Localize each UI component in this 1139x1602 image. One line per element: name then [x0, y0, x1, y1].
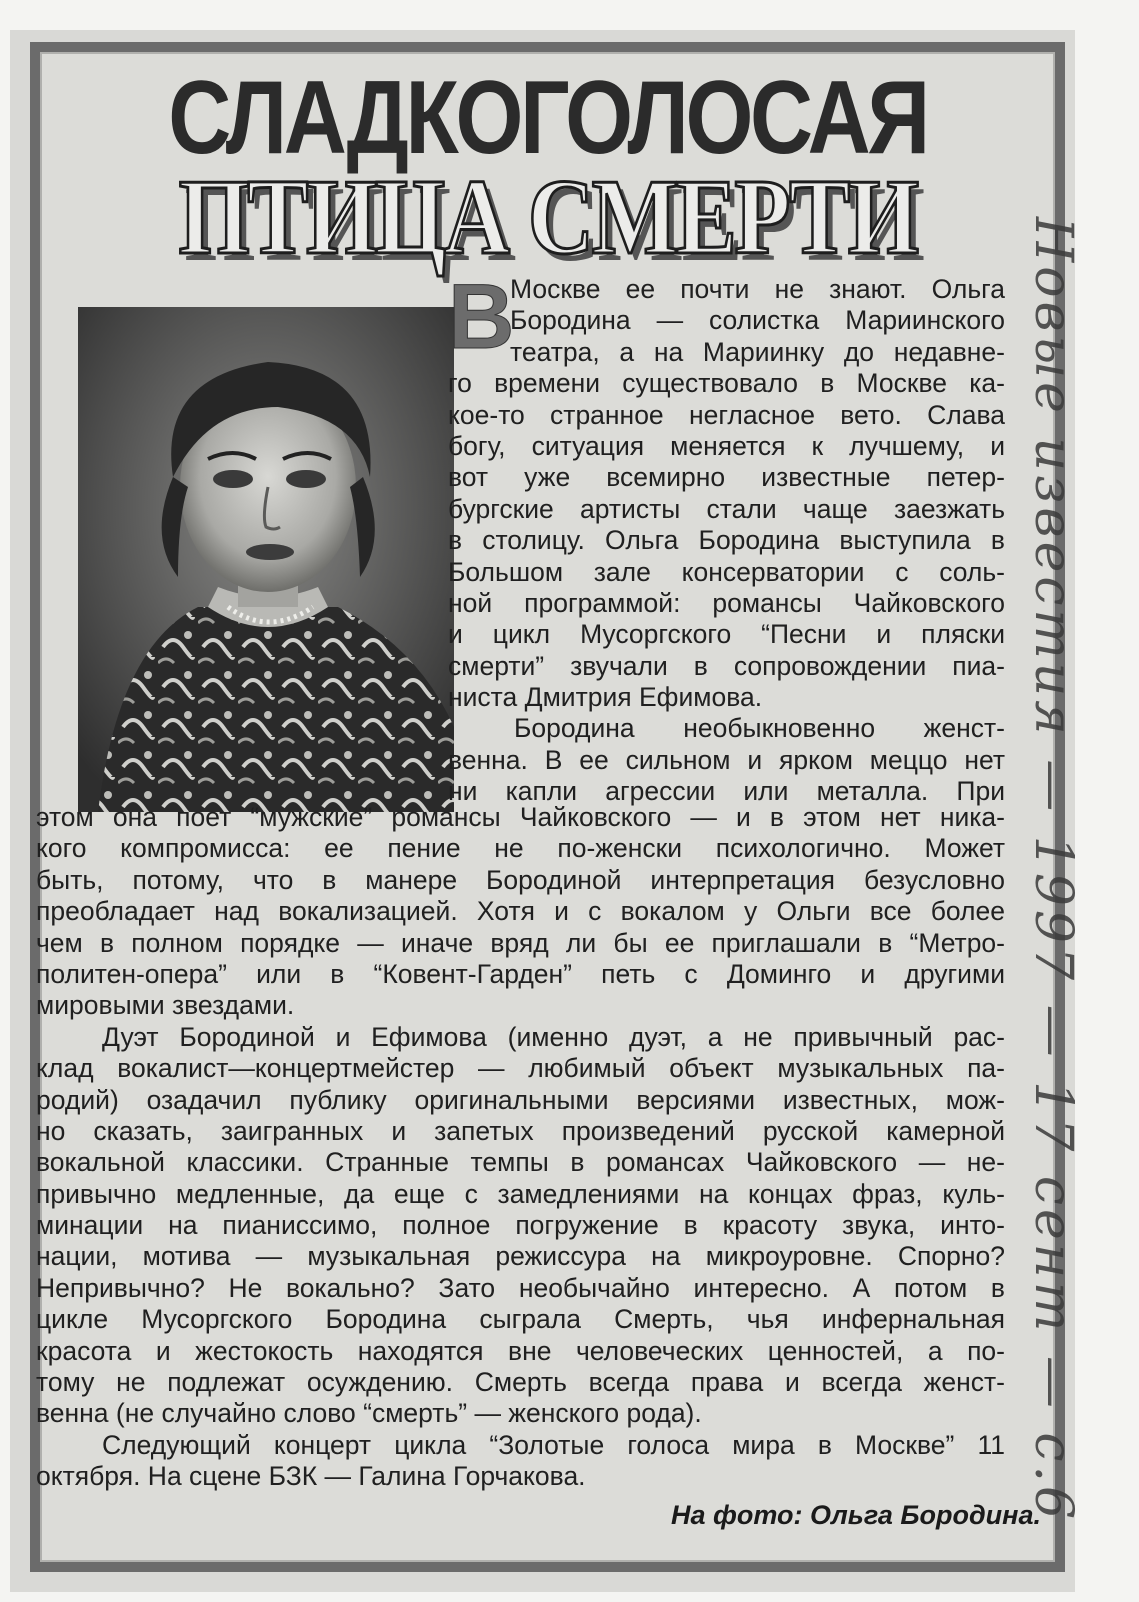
text-line: бургские артисты стали чаще заезжать: [448, 493, 1005, 524]
newspaper-clipping: [10, 30, 1075, 1592]
text-line: тому не подлежат осуждению. Смерть всегда права и всегда женст-: [36, 1367, 1005, 1398]
text-line: го времени существовало в Москве ка-: [448, 368, 1005, 399]
text-line: Бородина необыкновенно женст-: [514, 713, 1005, 744]
text-line: минации на пианиссимо, полное погружение в красоту звука, инто-: [36, 1210, 1005, 1241]
text-line: Непривычно? Не вокально? Зато необычайно интересно. А потом в: [36, 1272, 1005, 1303]
text-line: Дуэт Бородиной и Ефимова (именно дуэт, а не привычный рас-: [102, 1021, 1005, 1052]
text-line: Бородина — солистка Мариинского: [510, 305, 1005, 336]
text-line: Москве ее почти не знают. Ольга: [510, 274, 1005, 304]
handwritten-note: [1010, 216, 1096, 1524]
portrait-photo: [78, 307, 454, 812]
text-line: цикле Мусоргского Бородина сыграла Смерть, чья инфернальная: [36, 1304, 1005, 1335]
text-line: Следующий концерт цикла “Золотые голоса мира в Москве” 11: [102, 1429, 1005, 1460]
article-column: [448, 266, 1005, 808]
text-line: Большом зале консерватории с соль-: [448, 556, 1005, 587]
text-line: смерти” звучали в сопровождении пиа-: [448, 650, 1005, 681]
text-line: и цикл Мусоргского “Песни и пляски: [448, 619, 1005, 650]
text-line: красота и жестокость находятся вне человеческих ценностей, а по-: [36, 1335, 1005, 1366]
text-line: вот уже всемирно известные петер-: [448, 462, 1005, 493]
text-line: вокальной классики. Странные темпы в романсах Чайковского — не-: [36, 1147, 1005, 1178]
text-line: клад вокалист—концертмейстер — любимый объект музыкальных па-: [36, 1053, 1005, 1084]
text-line: нации, мотива — музыкальная режиссура на микроуровне. Спорно?: [36, 1241, 1005, 1272]
text-line: чем в полном порядке — иначе вряд ли бы ее приглашали в “Метро-: [36, 927, 1005, 958]
text-line: мировыми звездами.: [36, 990, 295, 1021]
photo-caption: На фото: Ольга Бородина.: [670, 1500, 1041, 1530]
text-line: венна. В ее сильном и ярком меццо нет: [448, 744, 1005, 775]
portrait-illustration: [78, 307, 454, 812]
headline-line-1: СЛАДКОГОЛОСАЯ: [168, 60, 927, 176]
text-line: политен-опера” или в “Ковент-Гарден” петь с Доминго и другими: [36, 958, 1005, 989]
text-line: кого компромисса: ее пение не по-женски психологично. Может: [36, 833, 1005, 864]
text-line: богу, ситуация меняется к лучшему, и: [448, 430, 1005, 461]
text-line: театра, а на Мариинку до недавне-: [510, 336, 1005, 367]
text-line: ной программой: романсы Чайковского: [448, 587, 1005, 618]
drop-cap: В: [448, 266, 515, 368]
text-line: ни капли агрессии или металла. При: [448, 776, 1005, 807]
text-line: родий) озадачил публику оригинальными версиями известных, мож-: [36, 1084, 1005, 1115]
text-line: кое-то странное негласное вето. Слава: [448, 399, 1005, 430]
text-line: ниста Дмитрия Ефимова.: [448, 682, 763, 713]
text-line: привычно медленные, да еще с замедлениями на концах фраз, куль-: [36, 1178, 1005, 1209]
text-line: этом она поет “мужские” романсы Чайковского — и в этом нет ника-: [36, 802, 1005, 832]
text-line: в столицу. Ольга Бородина выступила в: [448, 525, 1005, 556]
article-body: [36, 802, 1005, 1493]
text-line: преобладает над вокализацией. Хотя и с вокалом у Ольги все более: [36, 896, 1005, 927]
text-line: октября. На сцене БЗК — Галина Горчакова.: [36, 1461, 586, 1492]
handwritten-note-text: Новые известия — 1997 — 17 сент — с.6: [1023, 216, 1083, 1524]
text-line: быть, потому, что в манере Бородиной интерпретация безусловно: [36, 864, 1005, 895]
text-line: венна (не случайно слово “смерть” — женского рода).: [36, 1398, 702, 1429]
text-line: но сказать, заигранных и запетых произведений русской камерной: [36, 1115, 1005, 1146]
headline-line-2: ПТИЦА СМЕРТИ: [178, 158, 917, 277]
